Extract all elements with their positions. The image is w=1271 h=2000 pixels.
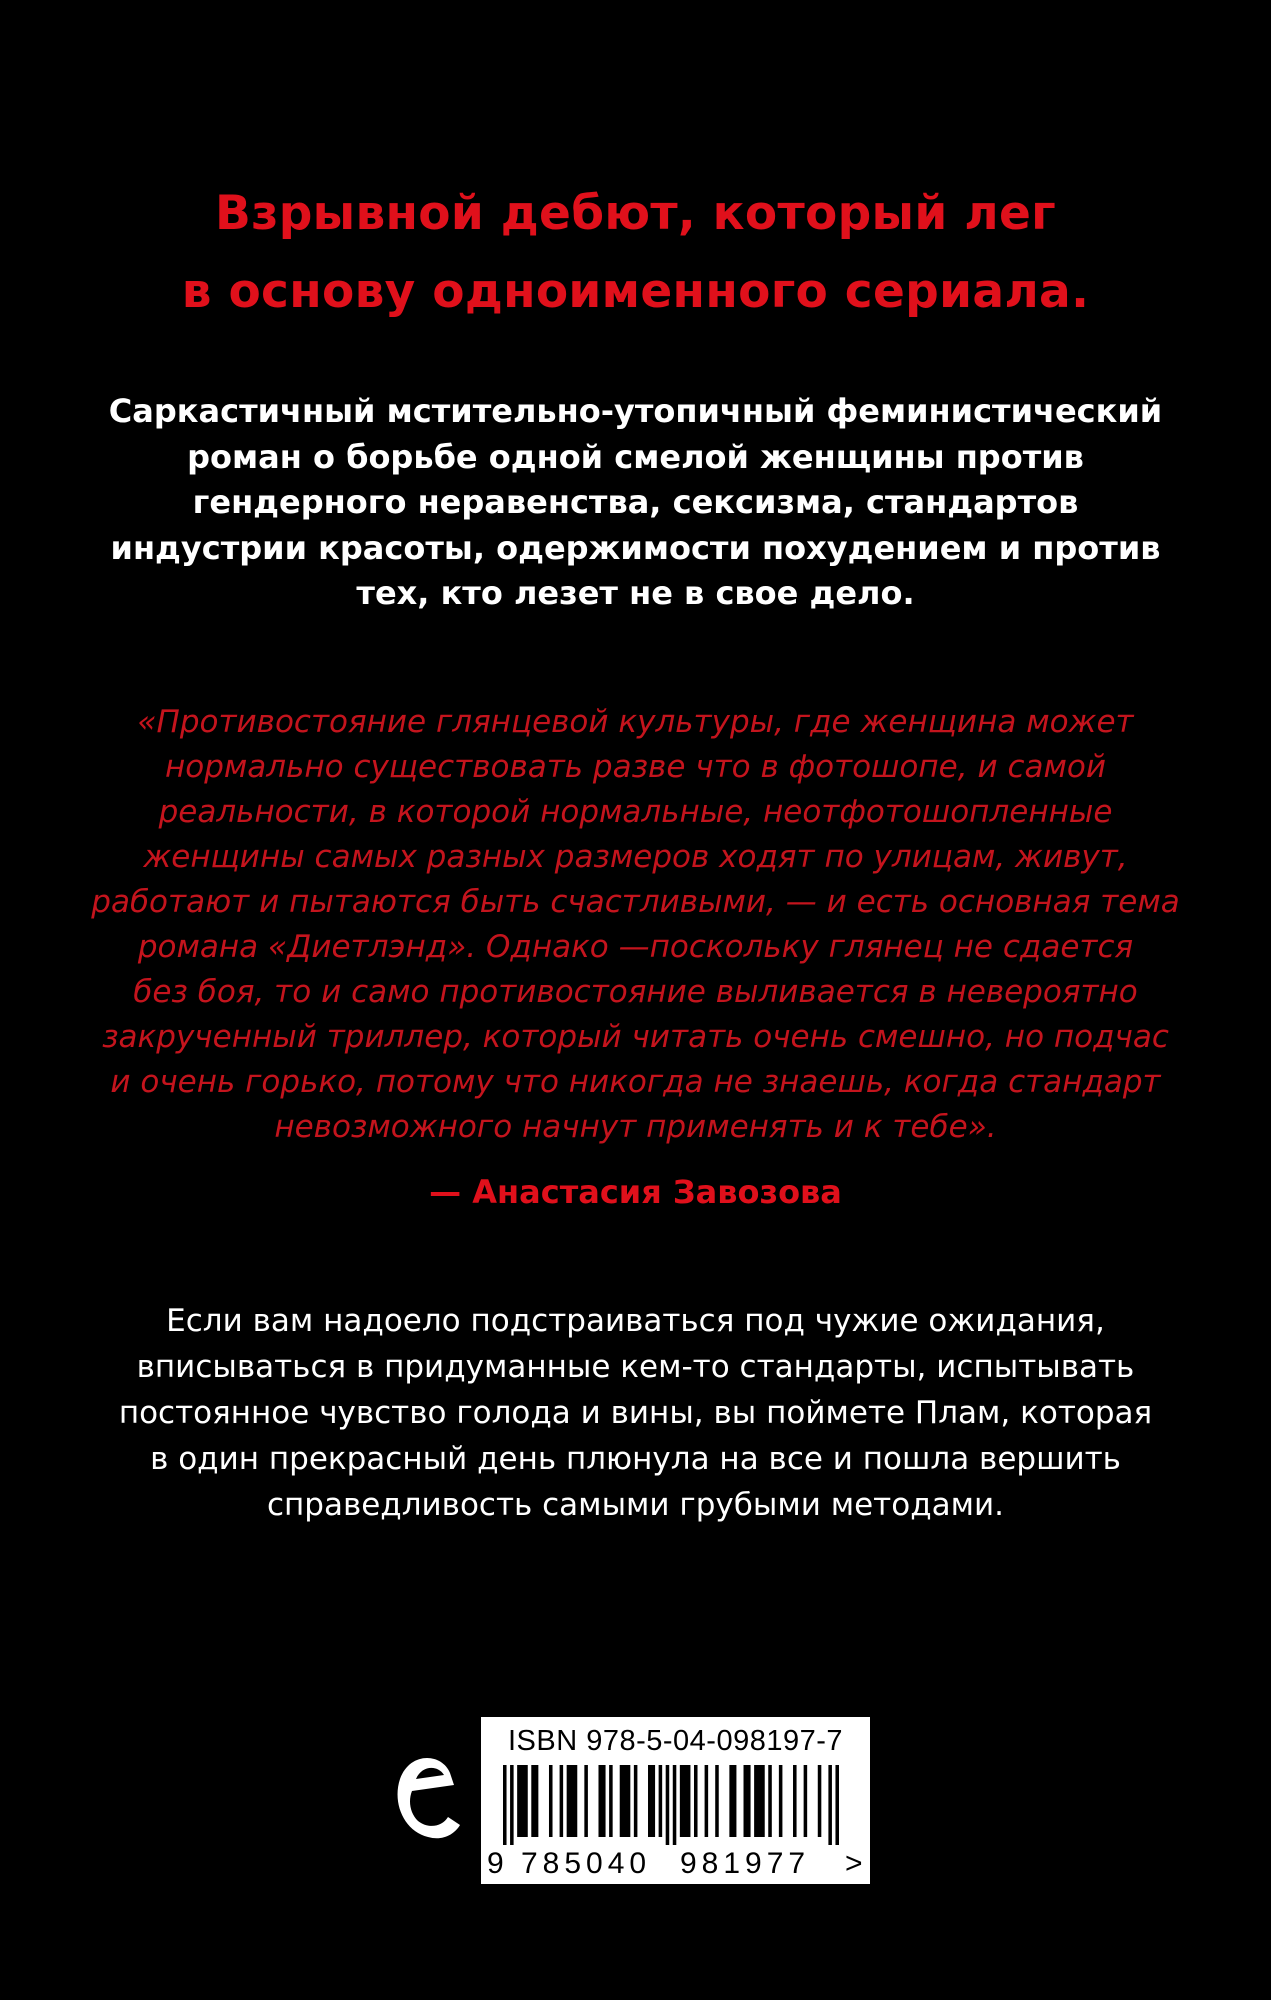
quote-line: нормально существовать разве что в фотошопе, и самой bbox=[164, 749, 1106, 785]
barcode-bar bbox=[793, 1765, 797, 1837]
quote-line: закрученный триллер, который читать очень смешно, но подчас bbox=[102, 1019, 1169, 1055]
barcode-bar bbox=[744, 1765, 751, 1837]
barcode-bar bbox=[567, 1765, 578, 1837]
quote-line: женщины самых разных размеров ходят по улицам, живут, bbox=[143, 839, 1128, 875]
quote-line: и очень горько, потому что никогда не знаешь, когда стандарт bbox=[110, 1064, 1161, 1100]
quote-line: невозможного начнут применять и к тебе». bbox=[274, 1109, 997, 1145]
pitch-line: вписываться в придуманные кем-то стандарты, испытывать bbox=[136, 1349, 1135, 1385]
summary-line: тех, кто лезет не в свое дело. bbox=[356, 574, 915, 612]
headline-line: в основу одноименного сериала. bbox=[181, 264, 1090, 319]
barcode-bar bbox=[609, 1765, 613, 1837]
pitch-line: Если вам надоело подстраиваться под чужие ожидания, bbox=[166, 1303, 1105, 1339]
barcode-bars bbox=[503, 1765, 839, 1845]
summary-line: Саркастичный мстительно-утопичный феминистический bbox=[108, 392, 1163, 430]
ean-left-group: 785040 bbox=[521, 1847, 652, 1880]
barcode-bar bbox=[768, 1765, 772, 1837]
review-quote bbox=[0, 700, 1271, 1150]
barcode-bar bbox=[549, 1765, 553, 1837]
ean-right-group: 981977 bbox=[680, 1847, 811, 1880]
barcode-bar bbox=[648, 1765, 655, 1837]
barcode-bar bbox=[694, 1765, 698, 1837]
barcode-bar bbox=[673, 1765, 677, 1845]
ean-quiet-zone-arrow: > bbox=[845, 1847, 863, 1880]
barcode-bar bbox=[517, 1765, 528, 1837]
ean-digits bbox=[481, 1847, 870, 1881]
barcode-bar bbox=[729, 1765, 736, 1837]
barcode-bar bbox=[666, 1765, 670, 1845]
barcode-bar bbox=[779, 1765, 783, 1837]
ean-first-digit: 9 bbox=[487, 1847, 504, 1880]
barcode-bar bbox=[598, 1765, 605, 1837]
barcode-bar bbox=[510, 1765, 514, 1845]
barcode-bar bbox=[754, 1765, 765, 1837]
pitch-line: в один прекрасный день плюнула на все и пошла вершить bbox=[150, 1441, 1121, 1477]
summary-line: гендерного неравенства, сексизма, стандартов bbox=[192, 483, 1079, 521]
barcode-bar bbox=[503, 1765, 507, 1845]
pitch-line: справедливость самыми грубыми методами. bbox=[266, 1487, 1005, 1523]
barcode-bar bbox=[620, 1765, 631, 1837]
barcode-bar bbox=[680, 1765, 691, 1837]
barcode-bar bbox=[835, 1765, 839, 1845]
headline-line: Взрывной дебют, который лег bbox=[215, 186, 1056, 241]
barcode-bar bbox=[584, 1765, 588, 1837]
pitch-line: постоянное чувство голода и вины, вы поймете Плам, которая bbox=[118, 1395, 1153, 1431]
barcode-bar bbox=[560, 1765, 564, 1837]
barcode-bar bbox=[828, 1765, 832, 1845]
quote-author: — Анастасия Завозова bbox=[429, 1173, 842, 1211]
pitch-paragraph bbox=[0, 1298, 1271, 1528]
barcode-label bbox=[481, 1717, 870, 1884]
summary-paragraph bbox=[0, 389, 1271, 617]
headline bbox=[0, 175, 1271, 331]
summary-line: роман о борьбе одной смелой женщины против bbox=[187, 437, 1084, 476]
barcode-bar bbox=[715, 1765, 719, 1837]
barcode-bar bbox=[634, 1765, 638, 1837]
barcode-bar bbox=[531, 1765, 538, 1837]
isbn-number: ISBN 978-5-04-098197-7 bbox=[507, 1725, 844, 1757]
quote-line: романа «Диетлэнд». Однако —поскольку глянец не сдается bbox=[137, 929, 1134, 965]
barcode-bar bbox=[804, 1765, 808, 1837]
quote-line: реальности, в которой нормальные, неотфотошопленные bbox=[158, 794, 1113, 830]
barcode-bar bbox=[705, 1765, 709, 1837]
quote-line: «Противостояние глянцевой культуры, где женщина может bbox=[137, 704, 1134, 740]
barcode-bar bbox=[818, 1765, 822, 1837]
eksmo-logo-icon bbox=[392, 1745, 464, 1855]
summary-line: индустрии красоты, одержимости похудением и против bbox=[110, 528, 1161, 567]
barcode-bar bbox=[659, 1765, 663, 1837]
quote-line: работают и пытаются быть счастливыми, — и есть основная тема bbox=[91, 884, 1180, 920]
quote-line: без боя, то и само противостояние выливается в невероятно bbox=[133, 974, 1138, 1010]
